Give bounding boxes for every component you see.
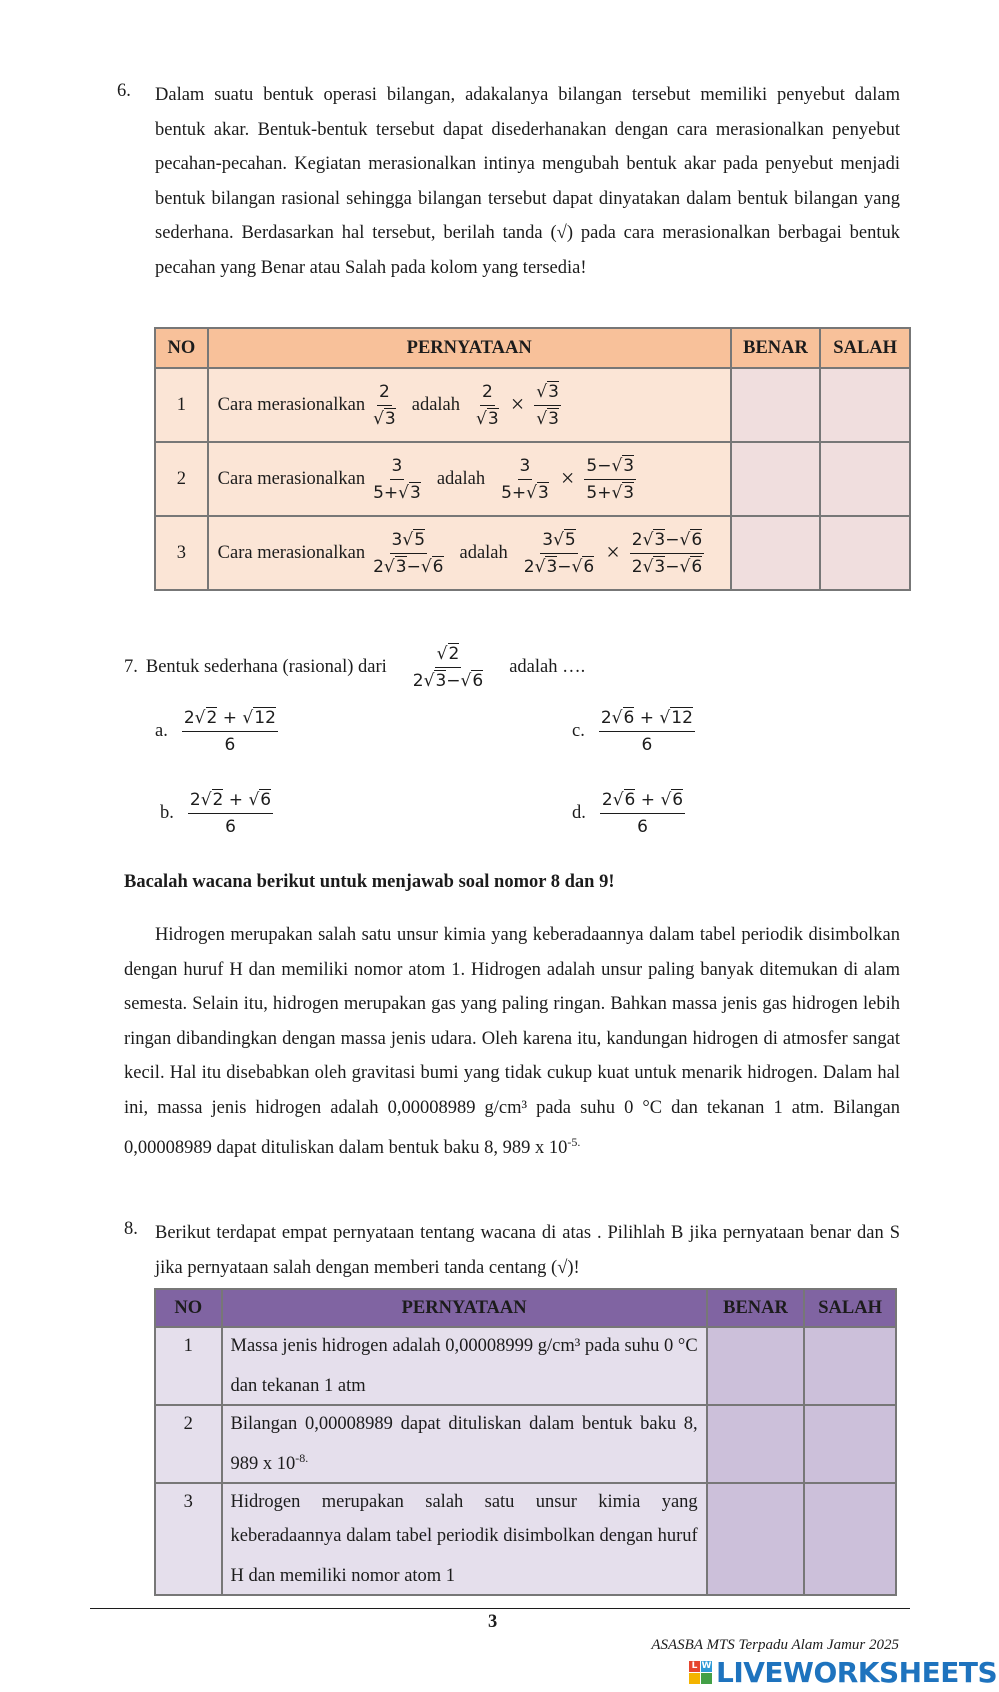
- option-d[interactable]: [572, 785, 691, 841]
- option-label: d.: [572, 802, 586, 823]
- statement-cell: Bilangan 0,00008989 dapat dituliskan dalam bentuk baku 8, 989 x $10^{-8.}$: [222, 1405, 707, 1483]
- header-statement: PERNYATAAN: [208, 328, 731, 368]
- question-7-prefix: Bentuk sederhana (rasional) dari: [145, 656, 387, 677]
- option-c[interactable]: [572, 703, 701, 759]
- header-true: BENAR: [707, 1289, 805, 1327]
- answer-true-cell[interactable]: [707, 1405, 805, 1483]
- table-row: [155, 1483, 896, 1595]
- option-b[interactable]: [160, 785, 279, 841]
- row-number: 3: [155, 516, 208, 590]
- question-6-text: Dalam suatu bentuk operasi bilangan, adakalanya bilangan tersebut memiliki penyebut dalam bentuk akar. Bentuk-bentuk tersebut dapat disederhanakan dengan cara merasionalkan penyebut pecahan-pecahan. Kegiatan merasionalkan intinya mengubah bentuk akar pada penyebut menjadi bentuk bilangan rasional sehingga bilangan tersebut dapat dinyatakan dalam bentuk bilangan yang sederhana. Berdasarkan hal tersebut, berilah tanda (√) pada cara merasionalkan berbagai bentuk pecahan yang Benar atau Salah pada kolom yang tersedia!: [155, 85, 900, 278]
- row-number: 2: [155, 442, 208, 516]
- row-number: 1: [155, 368, 208, 442]
- answer-true-cell[interactable]: [731, 368, 821, 442]
- answer-true-cell[interactable]: [731, 442, 821, 516]
- reading-title: Bacalah wacana berikut untuk menjawab soal nomor 8 dan 9!: [124, 872, 615, 892]
- answer-false-cell[interactable]: [804, 1327, 896, 1405]
- statement-prefix: Cara merasionalkan: [217, 468, 366, 489]
- question-7-fraction: $\frac{√2}{2√3-√6}$: [412, 643, 484, 691]
- statement-cell: Hidrogen merupakan salah satu unsur kimia yang keberadaannya dalam tabel periodik disimbolkan dengan huruf H dan memiliki nomor atom 1: [222, 1483, 707, 1595]
- footer-credit: ASASBA MTS Terpadu Alam Jamur 2025: [651, 1637, 899, 1653]
- fraction: $\frac{√3}{√3}$: [536, 381, 559, 429]
- option-label: c.: [572, 720, 585, 741]
- header-no: NO: [155, 1289, 222, 1327]
- answer-false-cell[interactable]: [820, 368, 910, 442]
- table-row: [155, 516, 910, 590]
- fraction: $\frac{3√5}{2√3-√6}$: [523, 529, 595, 577]
- statement-prefix: Cara merasionalkan: [217, 542, 366, 563]
- answer-false-cell[interactable]: [804, 1405, 896, 1483]
- header-statement: PERNYATAAN: [222, 1289, 707, 1327]
- brand-name: LIVEWORKSHEETS: [716, 1656, 998, 1689]
- option-a[interactable]: [155, 703, 284, 759]
- question-number: 8.: [124, 1219, 138, 1239]
- answer-true-cell[interactable]: [707, 1483, 805, 1595]
- question-number: 6.: [117, 81, 131, 101]
- table-row: [155, 1405, 896, 1483]
- times-symbol: ×: [560, 465, 575, 492]
- fraction: $\frac{3}{5+√3}$: [501, 455, 549, 503]
- times-symbol: ×: [606, 539, 620, 566]
- statement-mid: adalah: [459, 542, 508, 563]
- logo-icon: L W: [689, 1661, 712, 1684]
- option-fraction: $\frac{2√2 + √12}{6}$: [183, 707, 276, 755]
- table-row: [155, 368, 910, 442]
- fraction: $\frac{3}{5+√3}$: [373, 455, 421, 503]
- statement-prefix: Cara merasionalkan: [217, 394, 366, 415]
- times-symbol: ×: [510, 391, 525, 418]
- option-label: b.: [160, 802, 174, 823]
- row-number: 2: [155, 1405, 222, 1483]
- question-7: [124, 637, 585, 697]
- fraction: $\frac{2}{√3}$: [373, 381, 396, 429]
- header-false: SALAH: [804, 1289, 896, 1327]
- statement-mid: adalah: [411, 394, 461, 415]
- fraction: $\frac{3√5}{2√3-√6}$: [373, 529, 444, 577]
- question-6-table: [154, 327, 911, 591]
- fraction: $\frac{2√3-√6}{2√3-√6}$: [631, 529, 703, 577]
- statement-cell: [208, 516, 731, 590]
- option-fraction: $\frac{2√6 + √12}{6}$: [600, 707, 693, 755]
- question-8-text: Berikut terdapat empat pernyataan tentang wacana di atas . Pilihlah B jika pernyataan benar dan S jika pernyataan salah dengan memberi tanda centang (√)!: [155, 1223, 900, 1278]
- header-true: BENAR: [731, 328, 821, 368]
- statement-cell: [208, 442, 731, 516]
- liveworksheets-logo: [689, 1656, 997, 1689]
- page-number: 3: [488, 1612, 498, 1632]
- row-number: 3: [155, 1483, 222, 1595]
- answer-false-cell[interactable]: [820, 516, 910, 590]
- statement-mid: adalah: [436, 468, 486, 489]
- option-fraction: $\frac{2√6 + √6}{6}$: [601, 789, 684, 837]
- reading-passage: Hidrogen merupakan salah satu unsur kimia yang keberadaannya dalam tabel periodik disimbolkan dengan huruf H dan memiliki nomor atom 1. Hidrogen adalah unsur paling banyak ditemukan di alam semesta. Selain itu, hidrogen merupakan gas yang paling ringan. Bahkan massa jenis gas hidrogen lebih ringan dibandingkan dengan massa jenis udara. Oleh karena itu, kandungan hidrogen di atmosfer sangat kecil. Hal itu disebabkan oleh gravitasi bumi yang tidak cukup kuat untuk menarik hidrogen. Dalam hal ini, massa jenis hidrogen adalah 0,00008989 g/cm³ pada suhu 0 °C dan tekanan 1 atm. Bilangan 0,00008989 dapat dituliskan dalam bentuk baku 8, 989 x $10^{-5.}$: [124, 925, 900, 1159]
- option-fraction: $\frac{2√2 + √6}{6}$: [189, 789, 272, 837]
- fraction: $\frac{5-√3}{5+√3}$: [586, 455, 635, 503]
- answer-false-cell[interactable]: [820, 442, 910, 516]
- answer-true-cell[interactable]: [707, 1327, 805, 1405]
- answer-false-cell[interactable]: [804, 1483, 896, 1595]
- row-number: 1: [155, 1327, 222, 1405]
- footer-divider: [90, 1608, 910, 1609]
- table-row: [155, 1327, 896, 1405]
- header-false: SALAH: [820, 328, 910, 368]
- header-no: NO: [155, 328, 208, 368]
- statement-cell: [208, 368, 731, 442]
- statement-cell: Massa jenis hidrogen adalah 0,00008999 g/cm³ pada suhu 0 °C dan tekanan 1 atm: [222, 1327, 707, 1405]
- question-8-table: [154, 1288, 897, 1596]
- table-row: [155, 442, 910, 516]
- option-label: a.: [155, 720, 168, 741]
- fraction: $\frac{2}{√3}$: [476, 381, 499, 429]
- answer-true-cell[interactable]: [731, 516, 821, 590]
- question-number: 7.: [124, 656, 138, 677]
- question-7-suffix: adalah ….: [509, 656, 586, 677]
